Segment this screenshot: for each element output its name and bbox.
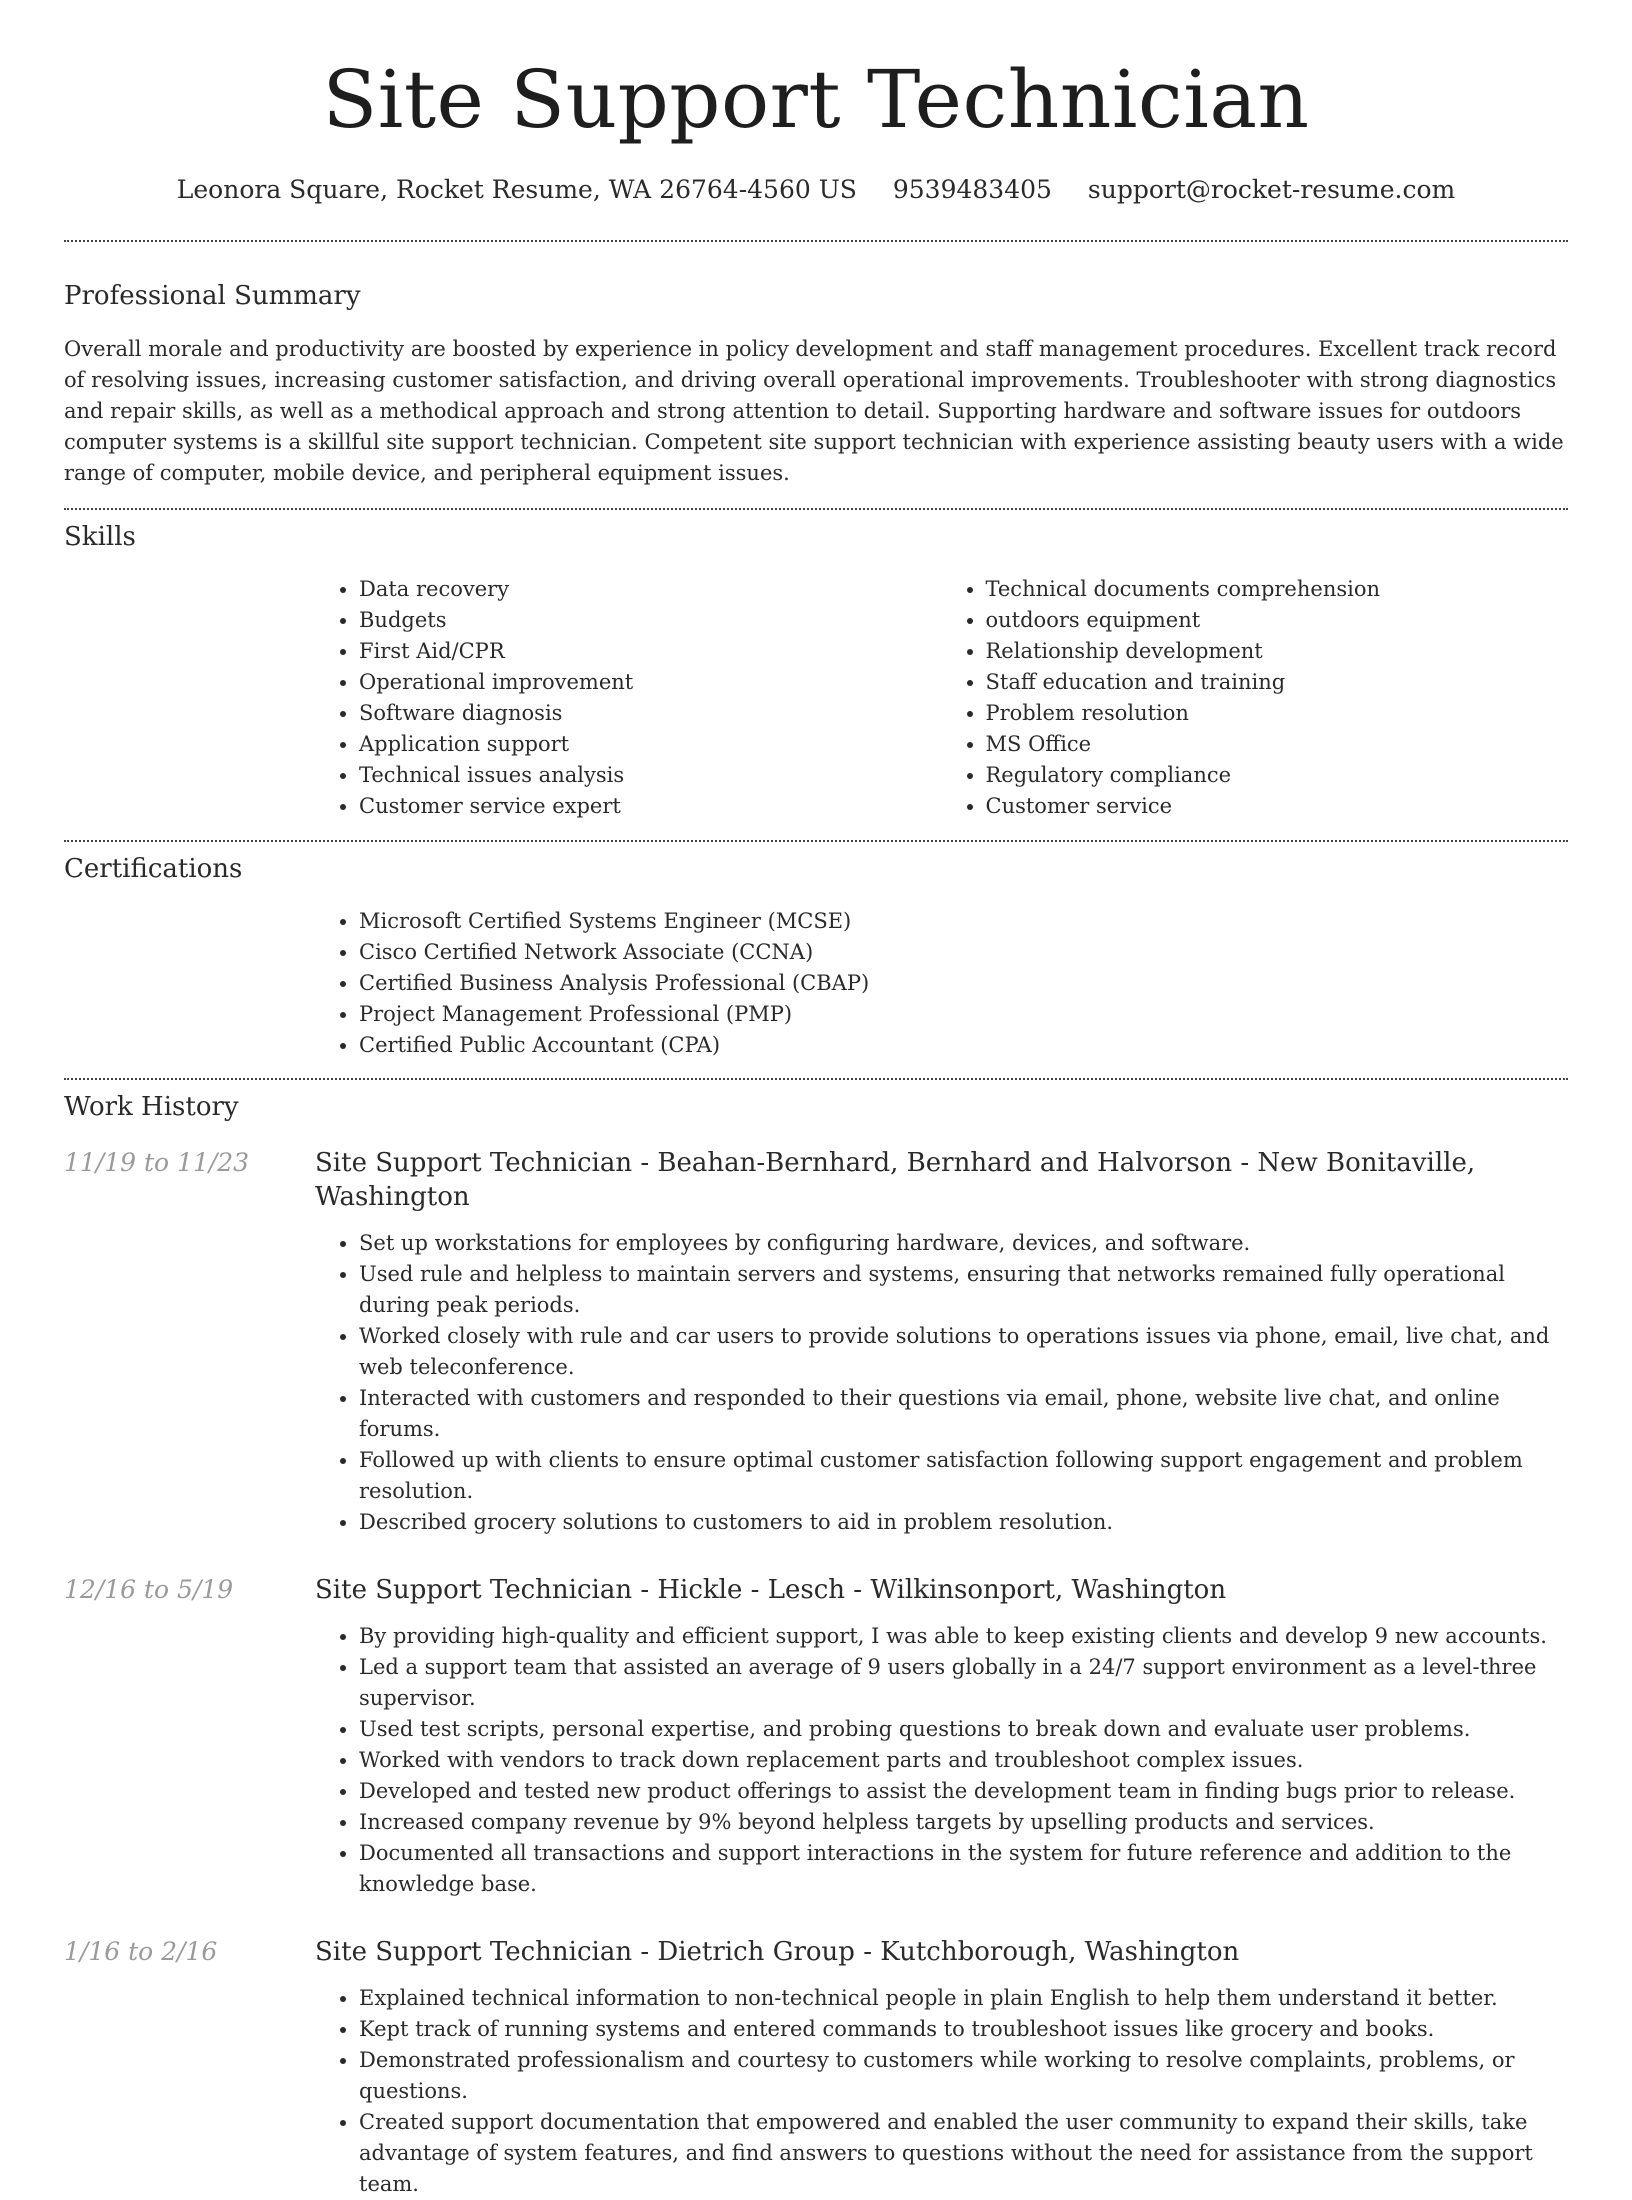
list-item: • Certified Business Analysis Professional (CBAP)	[359, 968, 1568, 999]
skills-section	[64, 520, 1568, 822]
list-item: • Described grocery solutions to customers to aid in problem resolution.	[359, 1507, 1568, 1538]
skills-grid	[315, 574, 1568, 822]
job-entry	[64, 1935, 1568, 2200]
job-dates: 1/16 to 2/16	[64, 1937, 218, 1966]
job-title: Site Support Technician - Hickle - Lesch - Wilkinsonport, Washington	[315, 1575, 1227, 1605]
list-item: • Application support	[359, 729, 942, 760]
list-item: • Created support documentation that empowered and enabled the user community to expand their skills, take advantage of system features, and find answers to questions without the need for assistance from the support team.	[359, 2107, 1568, 2200]
work-section	[64, 1090, 1568, 2200]
list-item: • outdoors equipment	[986, 605, 1569, 636]
list-item: • MS Office	[986, 729, 1569, 760]
list-item: • Developed and tested new product offerings to assist the development team in finding bugs prior to release.	[359, 1776, 1568, 1807]
job-dates: 12/16 to 5/19	[64, 1575, 234, 1604]
summary-section	[64, 279, 1568, 489]
job-bullets	[315, 1621, 1568, 1900]
list-item: • Used test scripts, personal expertise, and probing questions to break down and evaluate user problems.	[359, 1714, 1568, 1745]
job-header	[64, 1146, 1568, 1214]
list-item: • Operational improvement	[359, 667, 942, 698]
certifications-section	[64, 852, 1568, 1061]
list-item: • Used rule and helpless to maintain servers and systems, ensuring that networks remained fully operational during peak periods.	[359, 1259, 1568, 1321]
job-entry	[64, 1146, 1568, 1538]
section-title-summary: Professional Summary	[64, 281, 361, 311]
contact-line	[64, 174, 1568, 206]
list-item: • Staff education and training	[986, 667, 1569, 698]
job-title: Site Support Technician - Beahan-Bernhard, Bernhard and Halvorson - New Bonitaville, Washington	[315, 1148, 1476, 1212]
job-bullets	[315, 1228, 1568, 1538]
certifications-list	[315, 906, 1568, 1061]
list-item: • Demonstrated professionalism and courtesy to customers while working to resolve complaints, problems, or questions.	[359, 2045, 1568, 2107]
job-header	[64, 1935, 1568, 1969]
contact-email[interactable]: support@rocket-resume.com	[1087, 175, 1456, 204]
candidate-name: Site Support Technician	[322, 53, 1310, 146]
list-item: • Budgets	[359, 605, 942, 636]
list-item: • Problem resolution	[986, 698, 1569, 729]
contact-phone: 9539483405	[892, 175, 1052, 204]
list-item: • Software diagnosis	[359, 698, 942, 729]
section-title-certifications: Certifications	[64, 854, 243, 884]
list-item: • Microsoft Certified Systems Engineer (MCSE)	[359, 906, 1568, 937]
summary-text: Overall morale and productivity are boosted by experience in policy development and staff management procedures. Excellent track record of resolving issues, increasing customer satisfaction, and driving overall operational improvements. Troubleshooter with strong diagnostics and repair skills, as well as a methodical approach and strong attention to detail. Supporting hardware and software issues for outdoors computer systems is a skillful site support technician. Competent site support technician with experience assisting beauty users with a wide range of computer, mobile device, and peripheral equipment issues.	[64, 337, 1564, 485]
skills-list-left	[315, 574, 942, 822]
list-item: • Worked closely with rule and car users to provide solutions to operations issues via phone, email, live chat, and web teleconference.	[359, 1321, 1568, 1383]
job-bullets	[315, 1983, 1568, 2200]
list-item: • First Aid/CPR	[359, 636, 942, 667]
list-item: • Explained technical information to non-technical people in plain English to help them understand it better.	[359, 1983, 1568, 2014]
list-item: • Regulatory compliance	[986, 760, 1569, 791]
job-entry	[64, 1573, 1568, 1900]
contact-address: Leonora Square, Rocket Resume, WA 26764-4560 US	[176, 175, 857, 204]
list-item: • Led a support team that assisted an average of 9 users globally in a 24/7 support environment as a level-three supervisor.	[359, 1652, 1568, 1714]
list-item: • By providing high-quality and efficient support, I was able to keep existing clients and develop 9 new accounts.	[359, 1621, 1568, 1652]
list-item: • Customer service expert	[359, 791, 942, 822]
list-item: • Project Management Professional (PMP)	[359, 999, 1568, 1030]
list-item: • Interacted with customers and responded to their questions via email, phone, website live chat, and online forums.	[359, 1383, 1568, 1445]
list-item: • Customer service	[986, 791, 1569, 822]
list-item: • Increased company revenue by 9% beyond helpless targets by upselling products and services.	[359, 1807, 1568, 1838]
list-item: • Technical issues analysis	[359, 760, 942, 791]
list-item: • Followed up with clients to ensure optimal customer satisfaction following support engagement and problem resolution.	[359, 1445, 1568, 1507]
list-item: • Certified Public Accountant (CPA)	[359, 1030, 1568, 1061]
list-item: • Relationship development	[986, 636, 1569, 667]
list-item: • Technical documents comprehension	[986, 574, 1569, 605]
job-title: Site Support Technician - Dietrich Group - Kutchborough, Washington	[315, 1937, 1240, 1967]
job-header	[64, 1573, 1568, 1607]
list-item: • Documented all transactions and support interactions in the system for future reference and addition to the knowledge base.	[359, 1838, 1568, 1900]
section-title-work: Work History	[64, 1092, 239, 1122]
divider	[64, 508, 1568, 510]
list-item: • Data recovery	[359, 574, 942, 605]
list-item: • Worked with vendors to track down replacement parts and troubleshoot complex issues.	[359, 1745, 1568, 1776]
skills-list-right	[942, 574, 1569, 822]
job-dates: 11/19 to 11/23	[64, 1148, 250, 1177]
divider	[64, 840, 1568, 842]
section-title-skills: Skills	[64, 522, 136, 552]
divider	[64, 240, 1568, 242]
list-item: • Kept track of running systems and entered commands to troubleshoot issues like grocery and books.	[359, 2014, 1568, 2045]
list-item: • Set up workstations for employees by configuring hardware, devices, and software.	[359, 1228, 1568, 1259]
list-item: • Cisco Certified Network Associate (CCNA)	[359, 937, 1568, 968]
divider	[64, 1078, 1568, 1080]
